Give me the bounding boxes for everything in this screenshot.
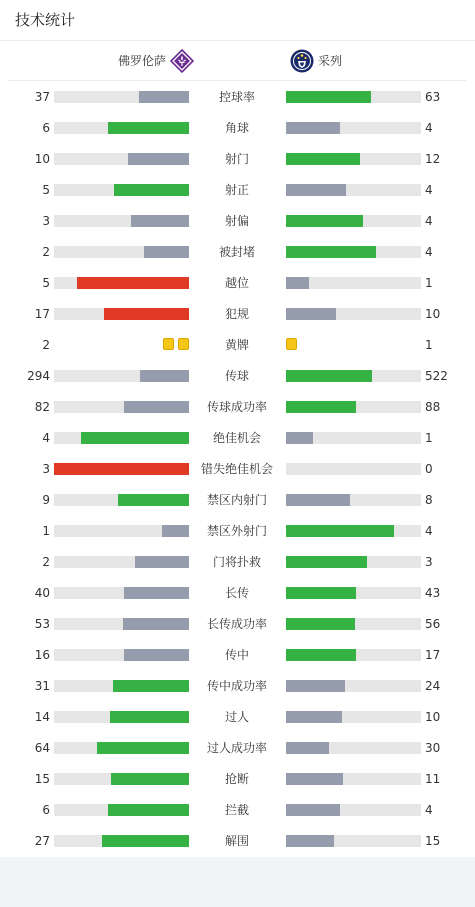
away-stat-value: 63 (425, 90, 441, 104)
away-stat-bar-fill (286, 308, 336, 320)
home-stat-bar (54, 835, 189, 847)
away-stat-bar (286, 804, 421, 816)
stat-label: 被封堵 (218, 245, 255, 259)
away-stat-bar (286, 587, 421, 599)
stats-list (0, 81, 475, 856)
stat-row (0, 81, 475, 112)
away-stat-value: 24 (425, 679, 441, 693)
away-stat-value: 4 (425, 214, 433, 228)
away-stat-value: 1 (425, 338, 433, 352)
home-stat-value: 5 (42, 183, 50, 197)
stat-row (0, 670, 475, 701)
home-stat-bar (54, 122, 189, 134)
away-stat-value: 3 (425, 555, 433, 569)
stat-label: 传中成功率 (206, 679, 267, 693)
home-stat-value: 40 (34, 586, 50, 600)
home-stat-value: 14 (34, 710, 50, 724)
home-stat-bar-fill (124, 401, 189, 413)
away-stat-value: 56 (425, 617, 441, 631)
home-stat-bar (54, 463, 189, 475)
away-stat-value: 12 (425, 152, 441, 166)
away-stat-bar-fill (286, 432, 313, 444)
home-stat-bar-fill (77, 277, 189, 289)
stat-label: 传球 (224, 369, 249, 383)
home-stat-bar-fill (124, 587, 189, 599)
away-stat-value: 17 (425, 648, 441, 662)
yellow-card-icon (286, 338, 297, 350)
away-stat-bar-fill (286, 680, 345, 692)
away-stat-bar-fill (286, 711, 342, 723)
home-stat-bar (54, 370, 189, 382)
away-stat-bar (286, 742, 421, 754)
stat-row (0, 701, 475, 732)
home-stat-bar-fill (131, 215, 189, 227)
stat-row (0, 546, 475, 577)
away-stat-bar (286, 122, 421, 134)
stat-label: 黄牌 (224, 338, 249, 352)
away-stat-bar-fill (286, 804, 340, 816)
away-stat-value: 88 (425, 400, 441, 414)
home-stat-value: 3 (42, 214, 50, 228)
home-stat-bar (54, 308, 189, 320)
stat-label: 传中 (224, 648, 249, 662)
away-stat-bar-fill (286, 153, 360, 165)
stat-row (0, 732, 475, 763)
home-stat-value: 2 (42, 245, 50, 259)
stat-label: 绝佳机会 (212, 431, 261, 445)
home-stat-bar-fill (108, 804, 189, 816)
home-stat-value: 294 (27, 369, 50, 383)
home-stat-bar (54, 401, 189, 413)
away-stat-bar-fill (286, 773, 343, 785)
stat-row (0, 453, 475, 484)
away-stat-bar (286, 773, 421, 785)
stat-row (0, 763, 475, 794)
away-stat-bar-fill (286, 401, 356, 413)
home-stat-bar (54, 184, 189, 196)
stat-row (0, 515, 475, 546)
home-stat-bar (54, 587, 189, 599)
away-stat-bar-fill (286, 742, 329, 754)
stat-row (0, 391, 475, 422)
away-stat-bar-fill (286, 587, 356, 599)
away-stat-bar (286, 711, 421, 723)
away-stat-bar-fill (286, 618, 355, 630)
away-stat-bar-fill (286, 91, 371, 103)
away-stat-bar (286, 649, 421, 661)
away-stat-bar-fill (286, 277, 309, 289)
home-stat-value: 82 (34, 400, 50, 414)
stat-row (0, 577, 475, 608)
home-stat-value: 31 (34, 679, 50, 693)
home-stat-bar-fill (97, 742, 189, 754)
home-stat-bar-fill (118, 494, 189, 506)
home-stat-value: 4 (42, 431, 50, 445)
away-stat-bar-fill (286, 494, 350, 506)
stat-row (0, 794, 475, 825)
home-stat-value: 9 (42, 493, 50, 507)
home-stat-bar-fill (102, 835, 189, 847)
stat-label: 射门 (224, 152, 249, 166)
home-stat-bar-fill (111, 773, 189, 785)
stat-row (0, 639, 475, 670)
home-stat-bar (54, 680, 189, 692)
home-stat-bar (54, 804, 189, 816)
stat-label: 拦截 (224, 803, 249, 817)
home-stat-bar (54, 556, 189, 568)
home-stat-bar-fill (104, 308, 189, 320)
away-team[interactable] (290, 49, 342, 73)
stat-label: 犯规 (224, 307, 249, 321)
home-stat-bar (54, 432, 189, 444)
home-stat-value: 10 (34, 152, 50, 166)
stat-label: 越位 (224, 276, 249, 290)
home-stat-bar-fill (124, 649, 189, 661)
away-stat-value: 4 (425, 245, 433, 259)
away-stat-value: 4 (425, 183, 433, 197)
away-stat-bar (286, 153, 421, 165)
fiorentina-lily-icon (170, 49, 194, 73)
home-stat-bar (54, 618, 189, 630)
away-team-name: 采列 (318, 54, 343, 68)
home-stat-value: 27 (34, 834, 50, 848)
stat-label: 解围 (224, 834, 249, 848)
away-stat-bar-fill (286, 835, 334, 847)
home-stat-value: 6 (42, 803, 50, 817)
home-stat-bar-fill (140, 370, 189, 382)
home-stat-bar (54, 711, 189, 723)
home-stat-value: 64 (34, 741, 50, 755)
stat-label: 禁区外射门 (206, 524, 267, 538)
home-stat-bar (54, 649, 189, 661)
away-stat-bar-fill (286, 370, 372, 382)
away-stat-bar (286, 680, 421, 692)
away-stat-value: 30 (425, 741, 441, 755)
home-stat-bar-fill (144, 246, 189, 258)
stat-row (0, 608, 475, 639)
stat-label: 射偏 (224, 214, 249, 228)
home-stat-bar-fill (108, 122, 189, 134)
away-stat-bar (286, 246, 421, 258)
teams-header (8, 41, 466, 81)
yellow-card-icon (163, 338, 174, 350)
away-stat-bar-fill (286, 215, 363, 227)
home-stat-bar-fill (110, 711, 189, 723)
away-stat-bar (286, 401, 421, 413)
home-stat-bar (54, 494, 189, 506)
away-stat-value: 0 (425, 462, 433, 476)
home-stat-value: 37 (34, 90, 50, 104)
stat-row (0, 298, 475, 329)
away-stat-value: 1 (425, 276, 433, 290)
away-stat-bar (286, 618, 421, 630)
home-stat-bar-fill (135, 556, 189, 568)
home-stat-bar-fill (162, 525, 189, 537)
stat-row (0, 112, 475, 143)
home-stat-bar-fill (81, 432, 189, 444)
home-stat-bar-fill (139, 91, 189, 103)
stat-label: 过人 (224, 710, 249, 724)
stat-row (0, 360, 475, 391)
away-stat-bar-fill (286, 649, 356, 661)
stat-label: 长传成功率 (206, 617, 267, 631)
stat-row (0, 205, 475, 236)
away-stat-bar (286, 184, 421, 196)
home-team-name: 佛罗伦萨 (117, 54, 166, 68)
home-stat-value: 15 (34, 772, 50, 786)
away-stat-value: 15 (425, 834, 441, 848)
home-stat-bar (54, 91, 189, 103)
home-team[interactable] (118, 49, 194, 73)
home-stat-bar (54, 742, 189, 754)
home-stat-bar (54, 215, 189, 227)
home-yellow-cards (163, 338, 189, 351)
home-stat-value: 17 (34, 307, 50, 321)
home-stat-value: 16 (34, 648, 50, 662)
away-stat-value: 1 (425, 431, 433, 445)
away-stat-bar (286, 215, 421, 227)
stat-row (0, 174, 475, 205)
away-stat-value: 4 (425, 121, 433, 135)
home-stat-bar-fill (54, 463, 189, 475)
away-stat-bar (286, 835, 421, 847)
away-yellow-cards (286, 338, 297, 351)
away-stat-value: 10 (425, 307, 441, 321)
home-stat-bar-fill (114, 184, 189, 196)
home-stat-value: 6 (42, 121, 50, 135)
away-stat-bar (286, 463, 421, 475)
home-stat-bar (54, 773, 189, 785)
home-stat-value: 2 (42, 555, 50, 569)
away-stat-value: 4 (425, 524, 433, 538)
stat-label: 传球成功率 (206, 400, 267, 414)
away-stat-bar-fill (286, 122, 340, 134)
stat-row (0, 143, 475, 174)
away-stat-value: 8 (425, 493, 433, 507)
stat-row (0, 236, 475, 267)
home-stat-bar (54, 153, 189, 165)
stat-row (0, 484, 475, 515)
away-stat-bar (286, 91, 421, 103)
away-stat-bar-fill (286, 556, 367, 568)
stat-row (0, 422, 475, 453)
stat-label: 禁区内射门 (206, 493, 267, 507)
home-stat-value: 2 (42, 338, 50, 352)
home-stat-bar-fill (128, 153, 189, 165)
home-stat-bar (54, 277, 189, 289)
celje-crest-icon (290, 49, 314, 73)
home-stat-bar-fill (123, 618, 189, 630)
away-stat-bar (286, 370, 421, 382)
home-stat-value: 5 (42, 276, 50, 290)
away-stat-value: 10 (425, 710, 441, 724)
away-stat-bar-fill (286, 184, 346, 196)
stat-label: 角球 (224, 121, 249, 135)
away-stat-value: 522 (425, 369, 448, 383)
away-stat-bar-fill (286, 246, 376, 258)
stat-label: 控球率 (218, 90, 255, 104)
home-stat-bar (54, 525, 189, 537)
stat-row (0, 825, 475, 856)
away-stat-value: 4 (425, 803, 433, 817)
away-stat-bar (286, 308, 421, 320)
stat-label: 抢断 (224, 772, 249, 786)
stat-row (0, 329, 475, 360)
home-stat-value: 3 (42, 462, 50, 476)
stat-label: 错失绝佳机会 (200, 462, 273, 476)
stat-label: 射正 (224, 183, 249, 197)
stat-label: 门将扑救 (212, 555, 261, 569)
away-stat-value: 11 (425, 772, 441, 786)
stat-label: 过人成功率 (206, 741, 267, 755)
away-stat-bar-fill (286, 525, 394, 537)
stat-label: 长传 (224, 586, 249, 600)
yellow-card-icon (178, 338, 189, 350)
away-stat-bar (286, 525, 421, 537)
away-stat-bar (286, 494, 421, 506)
stat-row (0, 267, 475, 298)
home-stat-bar (54, 246, 189, 258)
away-stat-bar (286, 432, 421, 444)
away-stat-value: 43 (425, 586, 441, 600)
home-stat-value: 1 (42, 524, 50, 538)
away-stat-bar (286, 556, 421, 568)
away-stat-bar (286, 277, 421, 289)
home-stat-bar-fill (113, 680, 189, 692)
home-stat-value: 53 (34, 617, 50, 631)
page-title: 技术统计 (15, 11, 76, 29)
